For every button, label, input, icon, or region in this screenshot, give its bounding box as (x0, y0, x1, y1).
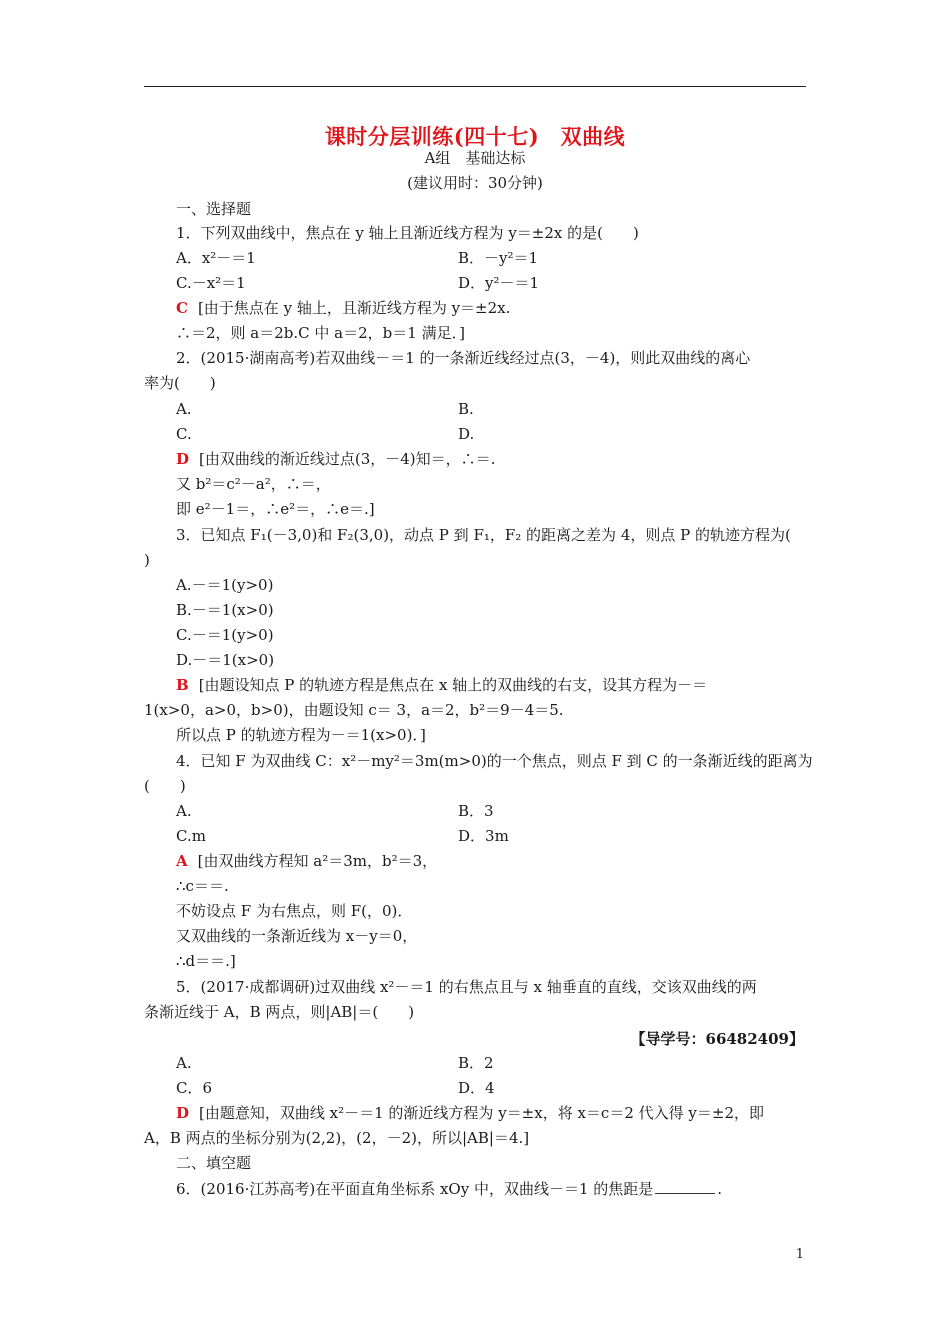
q1-option-c: C.－x²＝1 (176, 274, 246, 292)
q2-sol-text: [由双曲线的渐近线过点(3，－4)知＝，∴＝. (199, 450, 496, 468)
q6-answer-blank (655, 1179, 715, 1194)
q1-option-a: A．x²－＝1 (176, 249, 256, 267)
q1-option-b: B．－y²＝1 (458, 249, 539, 267)
q5-stem: 5．(2017·成都调研)过双曲线 x²－＝1 的右焦点且与 x 轴垂直的直线，交该双曲线的两 (176, 978, 757, 996)
q4-solution-line: ∴c＝＝. (176, 877, 229, 895)
q3-sol-text: [由题设知点 P 的轨迹方程是焦点在 x 轴上的双曲线的右支，设其方程为－＝ (198, 676, 708, 694)
q2-option-b: B. (458, 400, 474, 418)
q5-stem-cont: 条渐近线于 A，B 两点，则|AB|＝( ) (144, 1003, 415, 1021)
q4-solution-line: 不妨设点 F 为右焦点，则 F(，0)． (176, 902, 413, 920)
header-rule (144, 86, 806, 87)
group-label: A组 基础达标 (424, 149, 526, 167)
q6-stem-text: 6．(2016·江苏高考)在平面直角坐标系 xOy 中，双曲线－＝1 的焦距是 (176, 1180, 654, 1198)
q5-solution-line (176, 1102, 764, 1124)
page-title: 课时分层训练(四十七) 双曲线 (324, 124, 626, 149)
q1-solution-line: ∴＝2，则 a＝2b.C 中 a＝2，b＝1 满足．] (176, 324, 465, 342)
time-hint: (建议用时：30分钟) (407, 174, 543, 192)
q5-option-a: A. (176, 1054, 192, 1072)
q3-answer: B (176, 676, 189, 694)
q2-stem: 2．(2015·湖南高考)若双曲线－＝1 的一条渐近线经过点(3，－4)，则此双曲线的离心 (176, 349, 751, 367)
q5-option-c: C．6 (176, 1079, 213, 1097)
q3-option-a: A.－＝1(y>0) (176, 576, 274, 594)
q1-answer: C (176, 299, 188, 317)
q4-option-b: B．3 (458, 802, 494, 820)
q3-solution-line (176, 674, 707, 696)
q4-solution-line: ∴d＝＝.] (176, 952, 236, 970)
q2-solution-line: 又 b²＝c²－a²，∴＝， (176, 475, 331, 493)
q2-solution-line: 即 e²－1＝，∴e²＝，∴e＝.] (176, 500, 375, 518)
q5-option-d: D．4 (458, 1079, 495, 1097)
guide-number: 【导学号：66482409】 (630, 1030, 804, 1048)
q2-solution-line (176, 448, 495, 470)
q5-option-b: B．2 (458, 1054, 494, 1072)
q2-answer: D (176, 450, 190, 468)
q1-solution-line (176, 297, 510, 319)
q5-sol-text: [由题意知，双曲线 x²－＝1 的渐近线方程为 y＝±x，将 x＝c＝2 代入得 y＝±2，即 (199, 1104, 764, 1122)
section-fill: 二、填空题 (176, 1154, 252, 1172)
q3-solution-line: 所以点 P 的轨迹方程为－＝1(x>0)．] (176, 726, 426, 744)
q5-solution-line: A，B 两点的坐标分别为(2,2)，(2，－2)，所以|AB|＝4.] (144, 1129, 530, 1147)
q4-sol-text: [由双曲线方程知 a²＝3m，b²＝3， (197, 852, 438, 870)
q4-solution-line (176, 850, 437, 872)
q3-option-d: D.－＝1(x>0) (176, 651, 275, 669)
q4-solution-line: 又双曲线的一条渐近线为 x－y＝0， (176, 927, 418, 945)
q3-option-b: B.－＝1(x>0) (176, 601, 274, 619)
q2-option-a: A. (176, 400, 192, 418)
q4-stem-cont: ( ) (144, 777, 186, 795)
q1-stem: 1．下列双曲线中，焦点在 y 轴上且渐近线方程为 y＝±2x 的是( ) (176, 224, 639, 242)
q3-stem-cont: ) (144, 551, 150, 569)
q4-answer: A (176, 852, 188, 870)
q4-stem: 4．已知 F 为双曲线 C：x²－my²＝3m(m>0)的一个焦点，则点 F 到 C 的一条渐近线的距离为 (176, 752, 813, 770)
q2-option-c: C. (176, 425, 192, 443)
q4-option-a: A. (176, 802, 192, 820)
q3-option-c: C.－＝1(y>0) (176, 626, 274, 644)
q3-stem: 3．已知点 F₁(－3,0)和 F₂(3,0)，动点 P 到 F₁，F₂ 的距离之差为 4，则点 P 的轨迹方程为( (176, 526, 791, 544)
section-choice: 一、选择题 (176, 200, 252, 218)
q1-option-d: D．y²－＝1 (458, 274, 540, 292)
q4-option-c: C.m (176, 827, 206, 845)
q6-stem-end: . (717, 1180, 723, 1198)
q4-option-d: D．3m (458, 827, 509, 845)
q2-stem-cont: 率为( ) (144, 374, 216, 392)
page-number: 1 (795, 1247, 804, 1262)
q1-sol-text: [由于焦点在 y 轴上，且渐近线方程为 y＝±2x. (197, 299, 511, 317)
q6-stem (176, 1178, 722, 1200)
q3-solution-line: 1(x>0，a>0，b>0)，由题设知 c＝ 3，a＝2，b²＝9－4＝5. (144, 701, 564, 719)
q2-option-d: D. (458, 425, 475, 443)
q5-answer: D (176, 1104, 190, 1122)
